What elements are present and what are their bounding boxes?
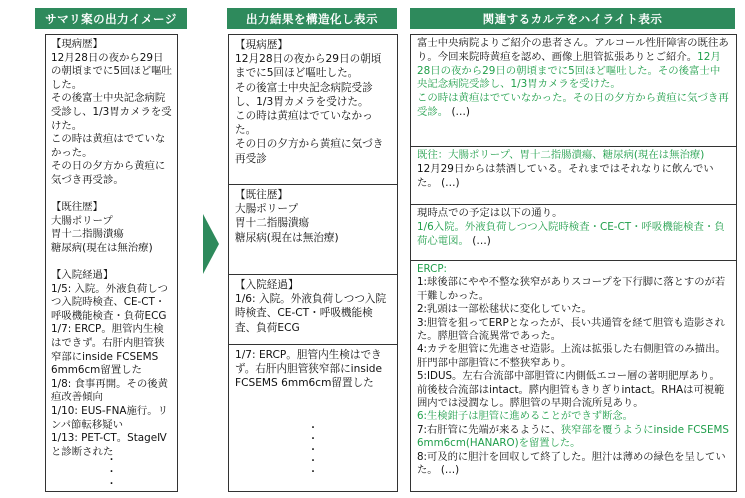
structured-section-history	[229, 35, 397, 185]
flow-arrow-icon	[201, 214, 221, 274]
header-structured-output: 出力結果を構造化し表示	[227, 8, 397, 29]
karte-plan-tail: (…)	[472, 234, 491, 247]
karte-section-history	[411, 35, 736, 147]
karte-section-ercp	[411, 261, 736, 493]
karte-ercp-title: ERCP:	[417, 263, 448, 275]
structured-box	[228, 34, 398, 492]
summary-box	[45, 34, 178, 492]
karte-plan-intro: 現時点での予定は以下の通り。	[417, 207, 563, 219]
karte-plan-highlight: 1/6入院。外液負荷しつつ入院時検査・CE-CT・呼吸機能検査・負荷心電図。	[417, 220, 725, 247]
structured-course-text: 【入院経過】 1/6: 入院。外液負荷しつつ入院時検査、CE-CT・呼吸機能検査、負荷ECG	[235, 279, 387, 334]
karte-section-past-history	[411, 147, 736, 205]
structured-history-text: 【現病歴】 12月28日の夜から29日の朝頃までに5回ほど嘔吐した。 その後富士中央記念病院受診し、1/3胃カメラを受けた。 この時は黄疸はでていなかった。 その日の夕方から黄疸に気づき再受診	[235, 39, 384, 165]
karte-ercp-stent-intro: 7:右肝管に先端が来るように、	[417, 423, 561, 436]
karte-ercp-biopsy-highlight: 6:生検鉗子は胆管に進めることができず断念。	[417, 410, 633, 423]
header-highlight-karte: 関連するカルテをハイライト表示	[410, 8, 735, 29]
summary-ellipsis: ・ ・ ・	[106, 455, 117, 490]
structured-ercp-text: 1/7: ERCP。胆管内生検はできず。右肝内胆管狭窄部にinside FCSEMS 6mm6cm留置した	[235, 349, 386, 390]
karte-ercp-stent-highlight: 狭窄部を覆うようにinside FCSEMS 6mm6cm(HANARO)を留置した。	[417, 423, 733, 450]
structured-section-ercp	[229, 345, 397, 493]
karte-past-history-note: 12月29日からは禁酒している。それまではそれなりに飲んでいた。 (…)	[417, 162, 714, 189]
karte-history-intro: 富士中央病院よりご紹介の患者さん。アルコール性肝障害の既往あり。今回来院時黄疸を認め、画像上胆管拡張ありとご紹介。	[417, 37, 729, 63]
karte-section-plan	[411, 205, 736, 261]
karte-ercp-findings: 1:球後部にやや不整な狭窄がありスコープを下行脚に落とすのが若干難しかった。 2:乳頭は一部松毬状に変化していた。 3:胆管を狙ってERPとなったが、長い共通管を経て胆管も造影された。膵胆管合流異常であった。 4:カテを胆管に先進させ造影。上流は拡張した右側胆管のみ描出。肝門部中部胆管に不整狭窄あり。 5:IDUS。左右合流部中部胆管に内側低エコー層の著明肥厚あり。前後枝合流部はintact。膵内胆管もきりぎりintact。RHAは可視範囲内では浸潤なし。膵胆管の早期合流所見あり。	[417, 276, 726, 410]
karte-history-tail: (…)	[451, 105, 470, 118]
karte-box	[410, 34, 737, 492]
structured-section-course	[229, 275, 397, 345]
structured-past-history-text: 【既往歴】 大腸ポリープ 胃十二指腸潰瘍 糖尿病(現在は無治療)	[235, 189, 339, 244]
header-summary-output: サマリ案の出力イメージ	[35, 8, 187, 29]
summary-text: 【現病歴】 12月28日の夜から29日の朝頃までに5回ほど嘔吐した。 その後富士中央記念病院受診し、1/3胃カメラを受けた。 この時は黄疸はでていなかった。 その日の夕方から黄疸に気づき再受診。 【既往歴】 大腸ポリープ 胃十二指腸潰瘍 糖尿病(現在は無治療) 【入院経過】 1/5: 入院。外液負荷しつつ入院時検査、CE-CT・呼吸機能検査・負荷ECG 1/7: ERCP。胆管内生検はできず。右肝内胆管狭窄部にinside FCSEMS 6mm6cm留置した 1/8: 食事再開。その後黄疸改善傾向 1/10: EUS-FNA施行。リンパ節転移疑い 1/13: PET-CT。StageⅣと診断された	[51, 38, 172, 458]
structured-section-past-history	[229, 185, 397, 275]
karte-history-highlight: 12月28日の夜から29日の朝頃までに5回ほど嘔吐した。その後富士中央記念病院受診し、1/3胃カメラを受けた。 この時は黄疸はでていなかった。その日の夕方から黄疸に気づき再受診。	[417, 50, 729, 118]
structured-ellipsis: ・ ・ ・ ・ ・	[308, 423, 318, 478]
karte-ercp-end: 8:可及的に胆汁を回収して終了した。胆汁は薄めの緑色を呈していた。 (…)	[417, 450, 726, 477]
karte-past-history-highlight: 既往：大腸ポリープ、胃十二指腸潰瘍、糖尿病(現在は無治療)	[417, 149, 705, 161]
